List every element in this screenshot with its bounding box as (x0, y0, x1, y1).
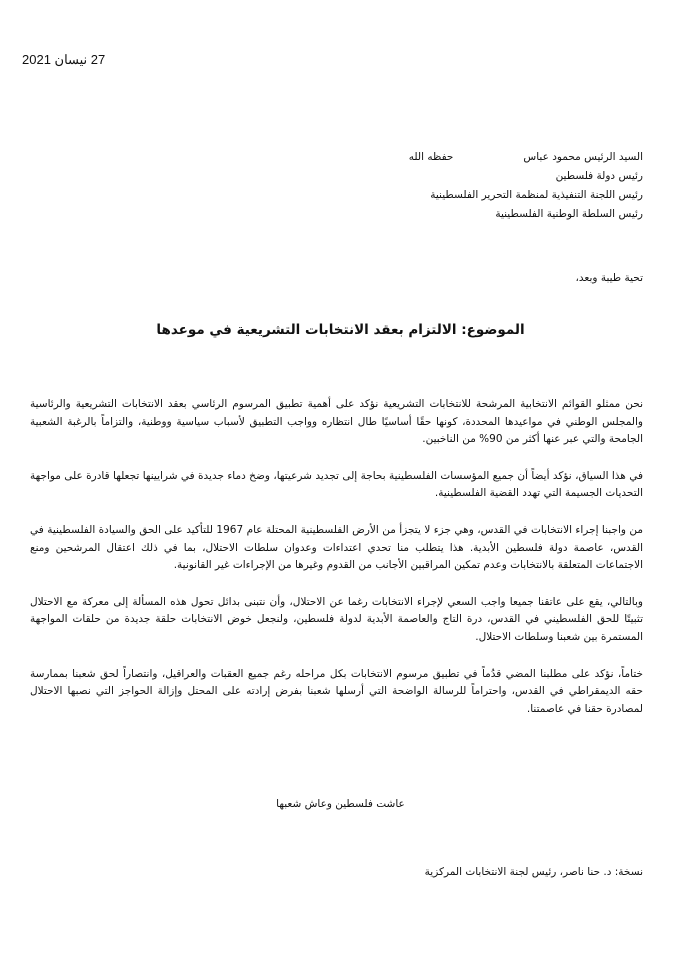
addressee-title: رئيس السلطة الوطنية الفلسطينية (495, 208, 643, 220)
copy-to-line: نسخة: د. حنا ناصر، رئيس لجنة الانتخابات المركزية (424, 866, 643, 878)
body-paragraph: في هذا السياق، نؤكد أيضاً أن جميع المؤسسات الفلسطينية بحاجة إلى تجديد شرعيتها، وضخ دماء جديدة في شرايينها تجعلها قادرة على مواجهة التحديات الجسيمة التي تهدد القضية الفلسطينية. (30, 469, 643, 500)
letter-body (30, 396, 643, 737)
addressee-title: رئيس دولة فلسطين (555, 170, 643, 182)
addressee-name-line (343, 148, 643, 167)
greeting: تحية طيبة وبعد، (575, 272, 643, 284)
closing-slogan: عاشت فلسطين وعاش شعبها (276, 798, 405, 810)
addressee-title: رئيس اللجنة التنفيذية لمنظمة التحرير الفلسطينية (430, 189, 643, 201)
body-paragraph: ختاماً، نؤكد على مطلبنا المضي قدُماً في تطبيق مرسوم الانتخابات بكل مراحله رغم جميع العقبات والعراقيل، وانتصاراً لحق شعبنا بممارسة حقه الديمقراطي في القدس، واحتراماً للرسالة الواضحة التي أرسلها شعبنا بفرض إرادته على المحتل وإزالة الحواجز التي نصبها الاحتلال لمصادرة حقنا في عاصمتنا. (30, 667, 643, 715)
subject-line: الموضوع: الالتزام بعقد الانتخابات التشريعية في موعدها (156, 322, 525, 338)
body-paragraph: من واجبنا إجراء الانتخابات في القدس، وهي جزء لا يتجزأ من الأرض الفلسطينية المحتلة عام 1967 للتأكيد على الحق والسيادة الفلسطينية في القدس، عاصمة دولة فلسطين الأبدية. هذا يتطلب منا تحدي اعتداءات وعدوان سلطات الاحتلال، بما في ذلك اعتقال المرشحين ومنع الاجتماعات المتعلقة بالانتخابات وعدم تمكين المراقبين الأجانب من القدوم وغيرها من الإجراءات غير القانونية. (30, 523, 643, 572)
body-paragraph: نحن ممثلو القوائم الانتخابية المرشحة للانتخابات التشريعية نؤكد على أهمية تطبيق المرسوم الرئاسي بعقد الانتخابات التشريعية والرئاسية والمجلس الوطني في مواعيدها المحددة، كونها حقًا أساسيًا طال انتظاره وواجب التطبيق لأسباب سياسية ووطنية، والتزاماً بالرغبة الشعبية الجامحة والتي عبر عنها أكثر من 90% من الناخبين. (30, 398, 643, 446)
addressee-block (343, 148, 643, 224)
letter-date: 27 نيسان 2021 (22, 52, 106, 67)
addressee-name: السيد الرئيس محمود عباس (523, 151, 643, 163)
body-paragraph: وبالتالي، يقع على عاتقنا جميعا واجب السعي لإجراء الانتخابات رغما عن الاحتلال، وأن نتبنى بدائل تحول هذه المسألة إلى معركة مع الاحتلال تثبيتًا للحق الفلسطيني في القدس، درة التاج والعاصمة الأبدية لدولة فلسطين، ولنجعل خوض الانتخابات حلقة جديدة من حلقات المواجهة المستمرة بين شعبنا وسلطات الاحتلال. (30, 595, 643, 643)
addressee-honorific: حفظه الله (408, 151, 454, 163)
